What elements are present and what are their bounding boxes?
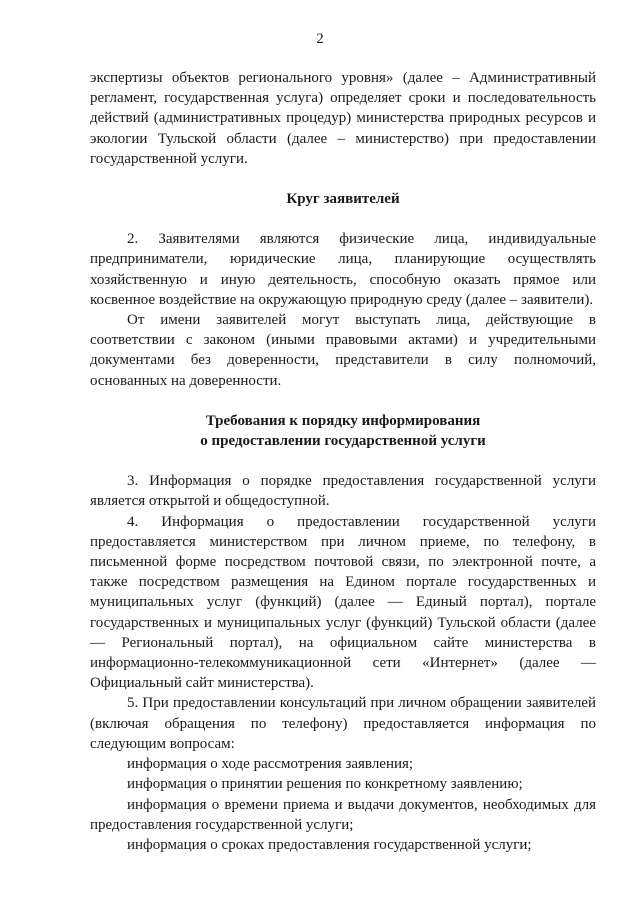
- list-item: информация о сроках предоставления государственной услуги;: [127, 836, 532, 853]
- section-heading-informing-line2: о предоставлении государственной услуги: [200, 433, 486, 450]
- paragraph-3-open-info: 3. Информация о порядке предоставления государственной услуги является открытой и общедоступной.: [90, 473, 596, 510]
- section-heading-informing-line1: Требования к порядку информирования: [205, 412, 481, 429]
- paragraph-representatives: От имени заявителей могут выступать лица, действующие в соответствии с законом (иными правовыми актами) и учредительными документами без доверенности, представители в силу полномочий, основанных на доверенности.: [90, 312, 596, 389]
- intro-paragraph: экспертизы объектов регионального уровня» (далее – Административный регламент, государственная услуга) определяет сроки и последовательность действий (административных процедур) министерства природных ресурсов и экологии Тульской области (далее – министерство) при предоставлении государственной услуги.: [90, 70, 596, 167]
- document-body: [90, 68, 596, 855]
- list-item: информация о времени приема и выдачи документов, необходимых для предоставления государственной услуги;: [90, 796, 596, 833]
- section-heading-applicants: Круг заявителей: [286, 191, 400, 208]
- paragraph-5-consultations: 5. При предоставлении консультаций при личном обращении заявителей (включая обращения по телефону) предоставляется информация по следующим вопросам:: [90, 695, 596, 752]
- list-item: информация о ходе рассмотрения заявления;: [127, 756, 414, 773]
- page-number: 2: [316, 31, 324, 47]
- paragraph-2-applicants: 2. Заявителями являются физические лица, индивидуальные предприниматели, юридические лица, планирующие осуществлять хозяйственную и иную деятельность, способную оказать прямое или косвенное воздействие на окружающую природную среду (далее – заявители).: [90, 231, 596, 308]
- section-heading-informing: [90, 411, 596, 451]
- list-item: информация о принятии решения по конкретному заявлению;: [127, 776, 523, 793]
- paragraph-4-info-channels: 4. Информация о предоставлении государственной услуги предоставляется министерством при личном приеме, по телефону, в письменной форме посредством почтовой связи, по электронной почте, а также посредством размещения на Едином портале государственных и муниципальных услуг (функций) (далее — Единый портал), портале государственных и муниципальных услуг (функций) Тульской области (далее — Региональный портал), на официальном сайте министерства в информационно-телекоммуникационной сети «Интернет» (далее — Официальный сайт министерства).: [90, 513, 596, 692]
